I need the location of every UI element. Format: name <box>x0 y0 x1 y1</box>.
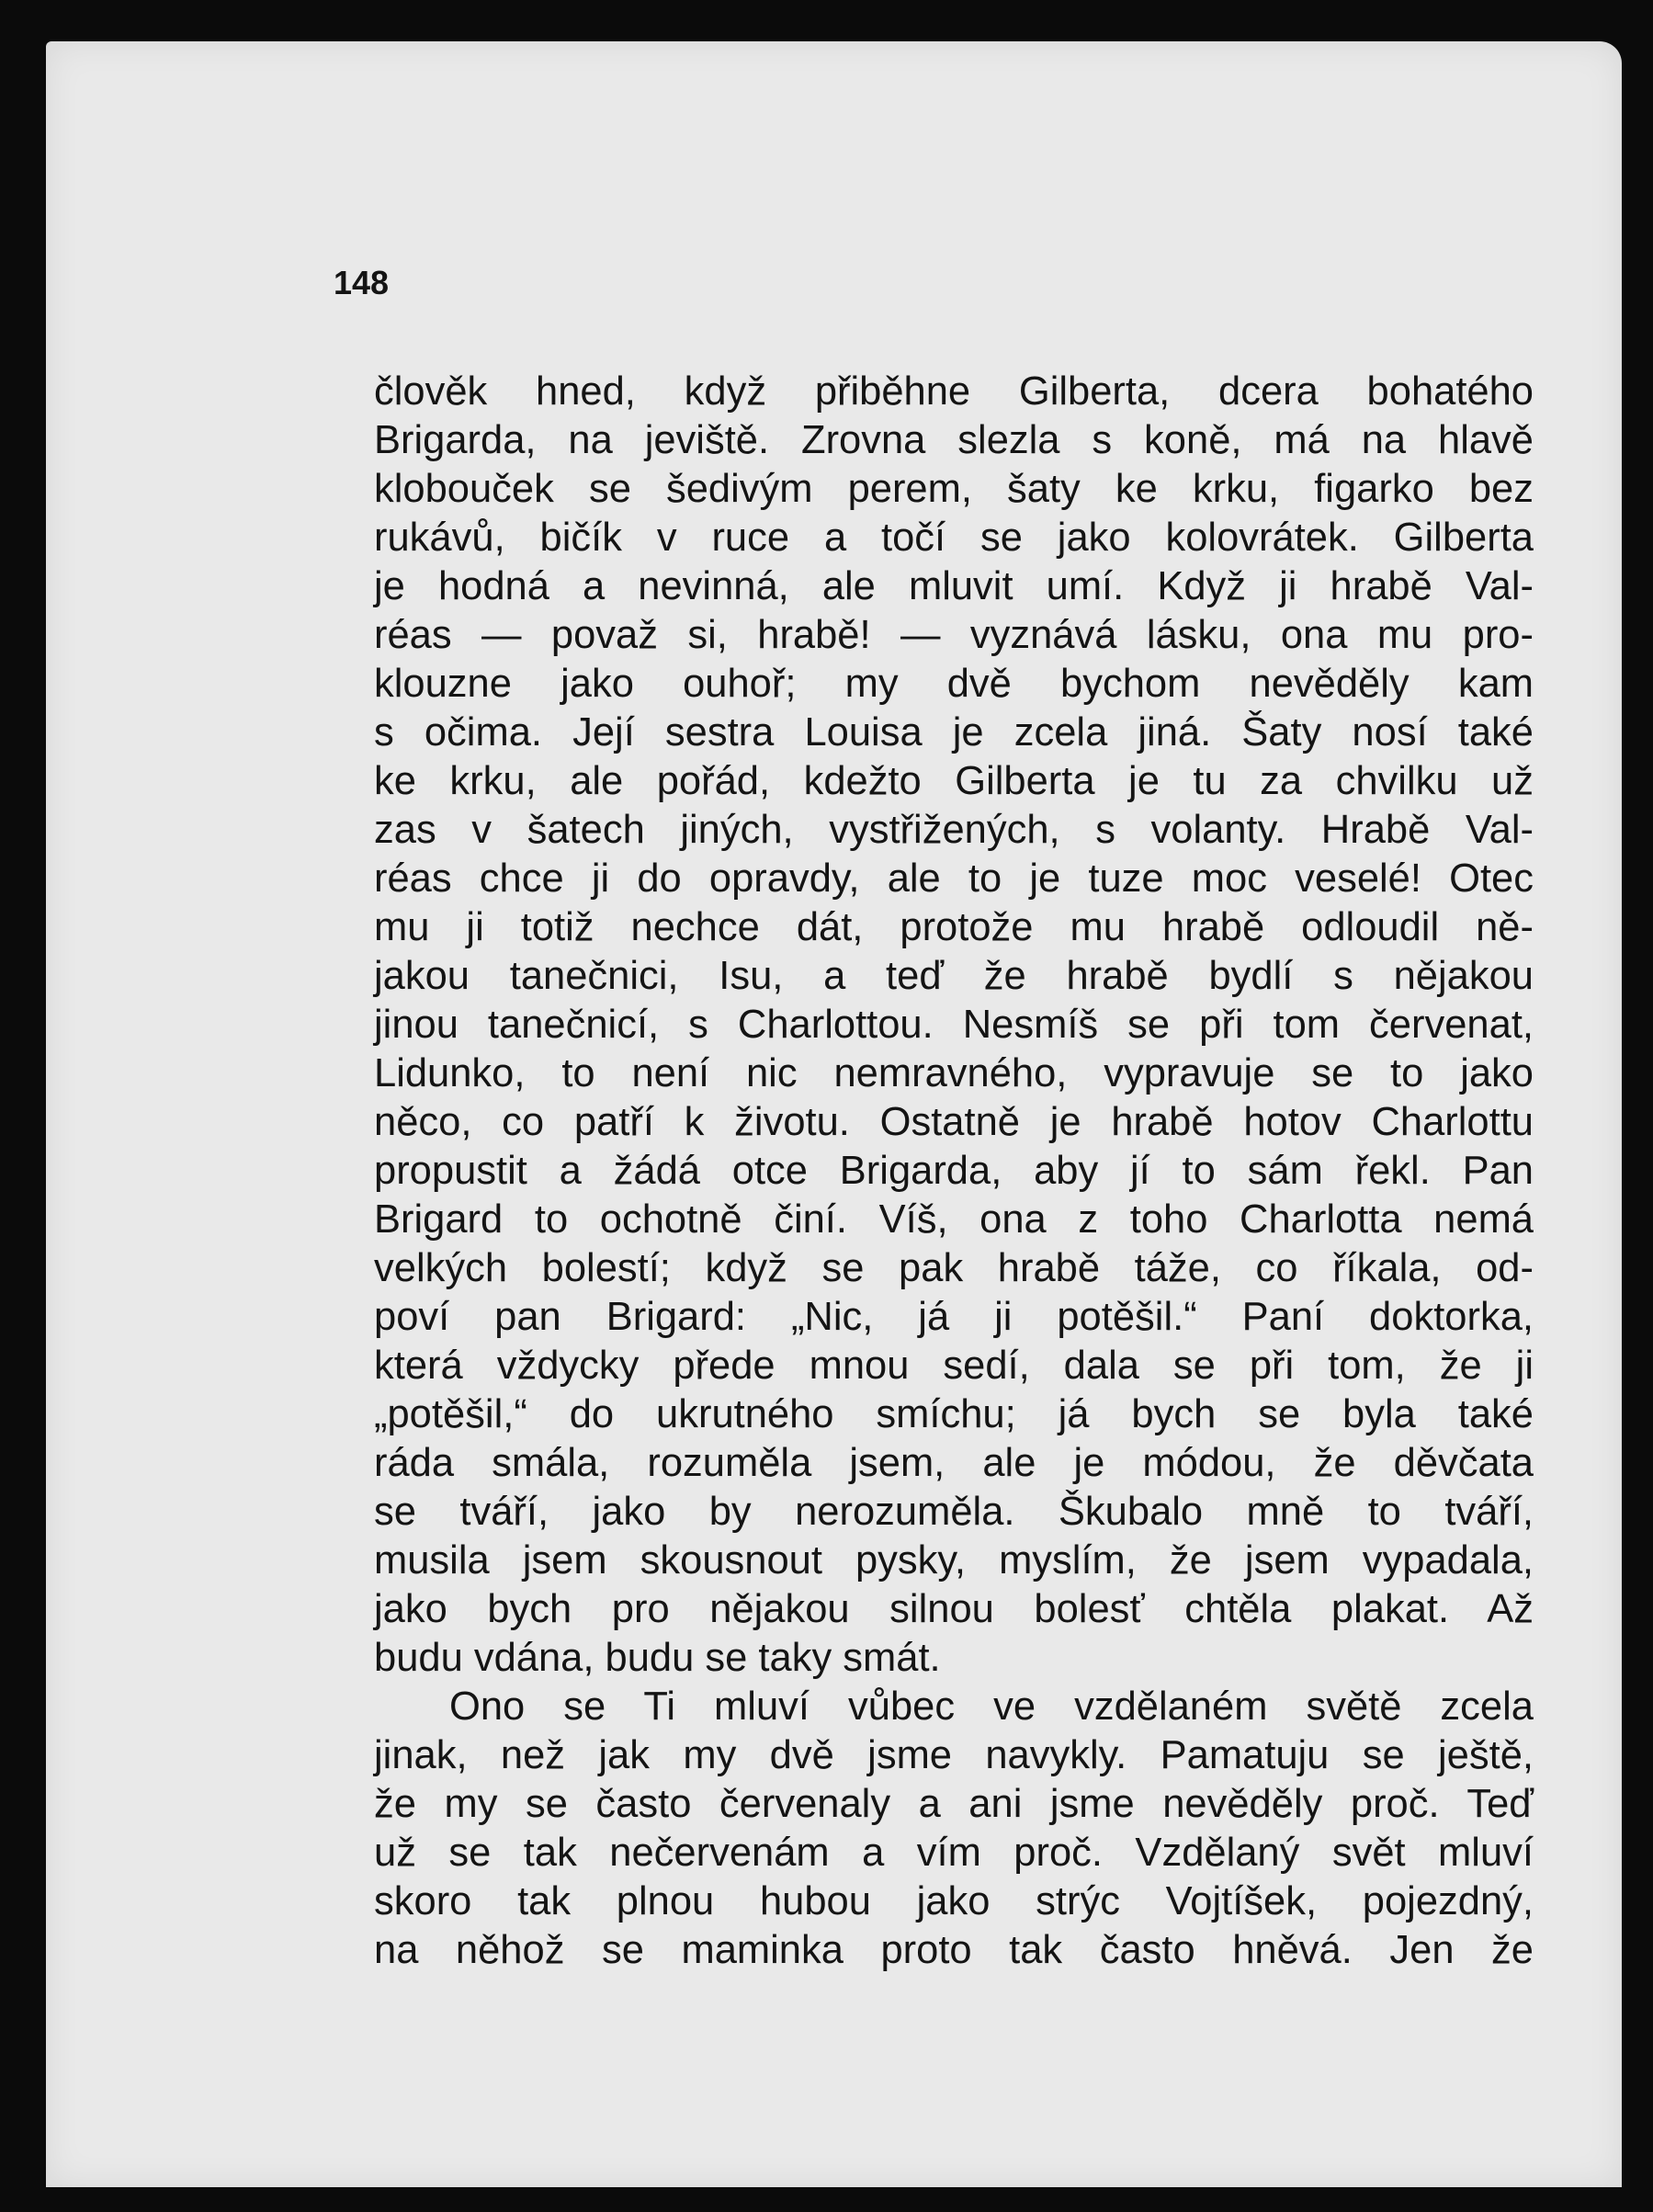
text-line: člověk hned, když přiběhne Gilberta, dcera bohatého <box>374 369 1534 414</box>
text-line: Brigard to ochotně činí. Víš, ona z toho Charlotta nemá <box>374 1197 1534 1242</box>
body-text <box>374 368 1534 1975</box>
text-line: jakou tanečnici, Isu, a teď že hrabě bydlí s nějakou <box>374 954 1534 998</box>
text-line: na něhož se maminka proto tak často hněvá. Jen že <box>374 1928 1534 1972</box>
text-line: mu ji totiž nechce dát, protože mu hrabě odloudil ně- <box>374 905 1534 949</box>
text-line: Lidunko, to není nic nemravného, vypravuje se to jako <box>374 1051 1534 1095</box>
text-line: réas — považ si, hrabě! — vyznává lásku, ona mu pro- <box>374 613 1534 657</box>
text-line: Brigarda, na jeviště. Zrovna slezla s koně, má na hlavě <box>374 418 1534 462</box>
text-line: Ono se Ti mluví vůbec ve vzdělaném světě zcela <box>449 1685 1534 1729</box>
text-line: poví pan Brigard: „Nic, já ji potěšil.“ Paní doktorka, <box>374 1295 1534 1339</box>
text-line: musila jsem skousnout pysky, myslím, že jsem vypadala, <box>374 1538 1534 1582</box>
text-line: se tváří, jako by nerozuměla. Škubalo mně to tváří, <box>374 1490 1534 1534</box>
text-line: ráda smála, rozuměla jsem, ale je módou, že děvčata <box>374 1441 1534 1485</box>
text-line: rukávů, bičík v ruce a točí se jako kolovrátek. Gilberta <box>374 516 1534 560</box>
text-line: zas v šatech jiných, vystřižených, s volanty. Hrabě Val- <box>374 808 1534 852</box>
text-line: klouzne jako ouhoř; my dvě bychom nevěděly kam <box>374 662 1534 706</box>
text-line: velkých bolestí; když se pak hrabě táže, co říkala, od- <box>374 1246 1534 1290</box>
text-line: už se tak nečervenám a vím proč. Vzdělaný svět mluví <box>374 1831 1534 1875</box>
text-line: jako bych pro nějakou silnou bolesť chtěla plakat. Až <box>374 1587 1534 1631</box>
text-line: propustit a žádá otce Brigarda, aby jí to sám řekl. Pan <box>374 1149 1534 1193</box>
text-line: která vždycky přede mnou sedí, dala se při tom, že ji <box>374 1344 1534 1388</box>
text-line: jinak, než jak my dvě jsme navykly. Pamatuju se ještě, <box>374 1733 1534 1777</box>
page-number: 148 <box>334 264 390 301</box>
text-line: je hodná a nevinná, ale mluvit umí. Když ji hrabě Val- <box>374 564 1534 608</box>
text-line: budu vdána, budu se taky smát. <box>374 1636 941 1680</box>
text-line: ke krku, ale pořád, kdežto Gilberta je tu za chvilku už <box>374 759 1534 803</box>
text-line: réas chce ji do opravdy, ale to je tuze moc veselé! Otec <box>374 856 1534 901</box>
text-line: „potěšil,“ do ukrutného smíchu; já bych se byla také <box>374 1392 1534 1436</box>
text-line: jinou tanečnicí, s Charlottou. Nesmíš se při tom červenat, <box>374 1003 1534 1047</box>
text-line: něco, co patří k životu. Ostatně je hrabě hotov Charlottu <box>374 1100 1534 1144</box>
text-line: s očima. Její sestra Louisa je zcela jiná. Šaty nosí také <box>374 710 1534 754</box>
text-line: že my se často červenaly a ani jsme nevěděly proč. Teď <box>374 1782 1534 1826</box>
text-line: skoro tak plnou hubou jako strýc Vojtíšek, pojezdný, <box>374 1879 1534 1923</box>
text-line: klobouček se šedivým perem, šaty ke krku, figarko bez <box>374 467 1534 511</box>
book-page <box>46 41 1622 2187</box>
